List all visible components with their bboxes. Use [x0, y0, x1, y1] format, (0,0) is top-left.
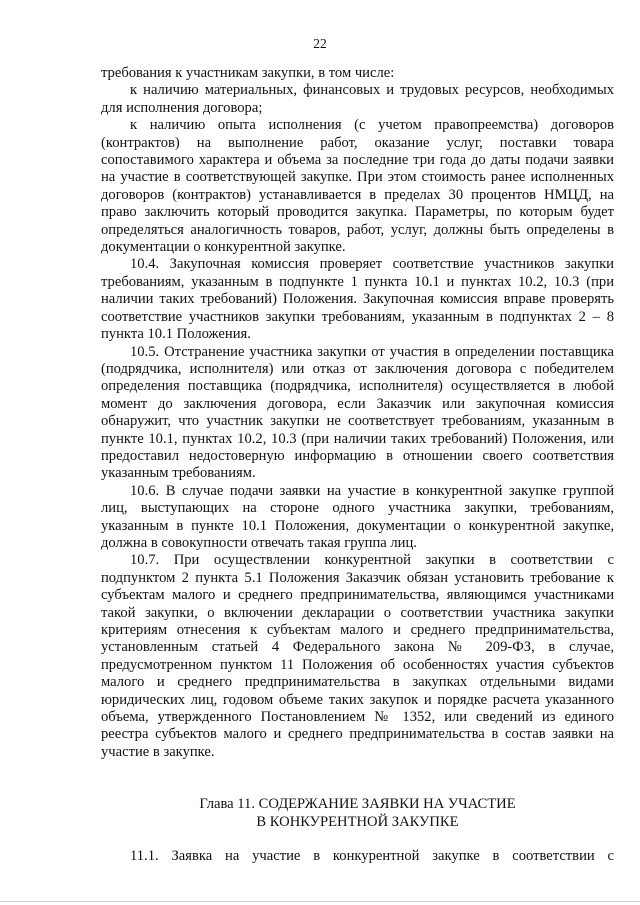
page-number: 22 [313, 36, 327, 51]
paragraph-11-1: 11.1. Заявка на участие в конкурентной закупке в соответствии с [130, 848, 614, 865]
chapter-heading [101, 795, 614, 831]
paragraph-10-5: 10.5. Отстранение участника закупки от участия в определении поставщика (подрядчика, исполнителя) или отказ от заключения договора с победителем определения поставщика (подрядчика, исполнителя) осуществляется в любой момент до заключения договора, если Заказчик или закупочная комиссия обнаружит, что участник закупки не соответствует требованиям, указанным в пункте 10.1, пунктах 10.2, 10.3 (при наличии таких требований) Положения, или предоставил недостоверную информацию в отношении своего соответствия указанным требованиям. [101, 343, 614, 482]
document-body [101, 65, 614, 866]
paragraph-resources: к наличию материальных, финансовых и трудовых ресурсов, необходимых для исполнения договора; [101, 82, 614, 116]
chapter-heading-line-1: Глава 11. СОДЕРЖАНИЕ ЗАЯВКИ НА УЧАСТИЕ [199, 796, 516, 813]
spacer [101, 831, 614, 848]
paragraph-experience: к наличию опыта исполнения (с учетом правопреемства) договоров (контрактов) на выполнение работ, оказание услуг, поставки товара сопоставимого характера и объема за последние три года до даты подачи заявки на участие в соответствующей закупке. При этом стоимость ранее исполненных договоров (контрактов) устанавливается в пределах 30 процентов НМЦД, на право заключить который проводится закупка. Параметры, по которым будет определяться аналогичность товаров, работ, услуг, должны быть определены в документации о конкурентной закупке. [101, 117, 614, 256]
paragraph-intro: требования к участникам закупки, в том числе: [101, 65, 395, 81]
paragraph-10-7: 10.7. При осуществлении конкурентной закупки в соответствии с подпунктом 2 пункта 5.1 Положения Заказчик обязан установить требование к субъектам малого и среднего предпринимательства, являющимся участниками такой закупки, о включении декларации о соответствии участника закупки критериям отнесения к субъектам малого и среднего предпринимательства, установленным статьей 4 Федерального закона № 209-ФЗ, в случае, предусмотренном пунктом 11 Положения об особенностях участия субъектов малого и среднего предпринимательства в закупках отдельными видами юридических лиц, годовом объеме таких закупок и порядке расчета указанного объема, утвержденного Постановлением № 1352, или сведений из единого реестра субъектов малого и среднего предпринимательства в состав заявки на участие в закупке. [101, 552, 614, 760]
paragraph-10-6: 10.6. В случае подачи заявки на участие в конкурентной закупке группой лиц, выступающих на стороне одного участника закупки, требованиям, указанным в пункте 10.1 Положения, документации о конкурентной закупке, должна в совокупности отвечать такая группа лиц. [101, 482, 614, 551]
page-bottom-edge [0, 901, 640, 902]
paragraph-10-4: 10.4. Закупочная комиссия проверяет соответствие участников закупки требованиям, указанным в подпункте 1 пункта 10.1 и пунктах 10.2, 10.3 (при наличии таких требований) Положения. Закупочная комиссия вправе проверять соответствие участников закупки требованиям, указанным в подпунктах 2 – 8 пункта 10.1 Положения. [101, 256, 614, 343]
chapter-heading-line-2: В КОНКУРЕНТНОЙ ЗАКУПКЕ [256, 814, 459, 831]
